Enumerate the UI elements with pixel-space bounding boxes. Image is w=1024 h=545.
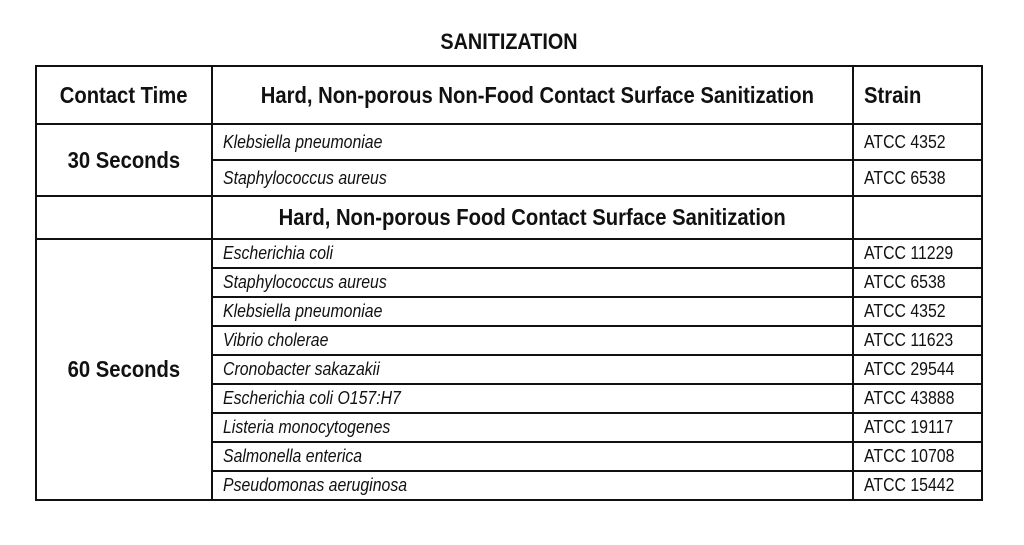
organism-cell: Vibrio cholerae: [212, 326, 853, 355]
organism-cell: Escherichia coli O157:H7: [212, 384, 853, 413]
header-contact-time: Contact Time: [36, 66, 212, 124]
organism-cell: Pseudomonas aeruginosa: [212, 471, 853, 500]
strain-cell: ATCC 6538: [853, 160, 982, 196]
table-header-row: [36, 66, 982, 124]
contact-time-60-seconds: 60 Seconds: [36, 239, 212, 500]
strain-cell: ATCC 6538: [853, 268, 982, 297]
organism-cell: Klebsiella pneumoniae: [212, 297, 853, 326]
strain-cell: ATCC 15442: [853, 471, 982, 500]
page-title: SANITIZATION: [440, 29, 578, 54]
strain-cell: ATCC 4352: [853, 124, 982, 160]
food-surface-header-row: [36, 196, 982, 239]
strain-cell: ATCC 43888: [853, 384, 982, 413]
strain-cell: ATCC 11623: [853, 326, 982, 355]
organism-cell: Staphylococcus aureus: [212, 268, 853, 297]
strain-cell: ATCC 29544: [853, 355, 982, 384]
strain-cell: ATCC 4352: [853, 297, 982, 326]
header-food-surface: Hard, Non-porous Food Contact Surface Sanitization: [212, 196, 853, 239]
organism-cell: Staphylococcus aureus: [212, 160, 853, 196]
table-row: [36, 239, 982, 268]
strain-cell: ATCC 10708: [853, 442, 982, 471]
contact-time-30-seconds: 30 Seconds: [36, 124, 212, 196]
organism-cell: Cronobacter sakazakii: [212, 355, 853, 384]
organism-cell: Salmonella enterica: [212, 442, 853, 471]
header-non-food-surface: Hard, Non-porous Non-Food Contact Surface Sanitization: [212, 66, 853, 124]
empty-cell: [853, 196, 982, 239]
empty-cell: [36, 196, 212, 239]
organism-cell: Escherichia coli: [212, 239, 853, 268]
strain-cell: ATCC 19117: [853, 413, 982, 442]
header-strain: Strain: [853, 66, 982, 124]
strain-cell: ATCC 11229: [853, 239, 982, 268]
table-row: [36, 124, 982, 160]
organism-cell: Klebsiella pneumoniae: [212, 124, 853, 160]
sanitization-table: [35, 65, 983, 501]
organism-cell: Listeria monocytogenes: [212, 413, 853, 442]
